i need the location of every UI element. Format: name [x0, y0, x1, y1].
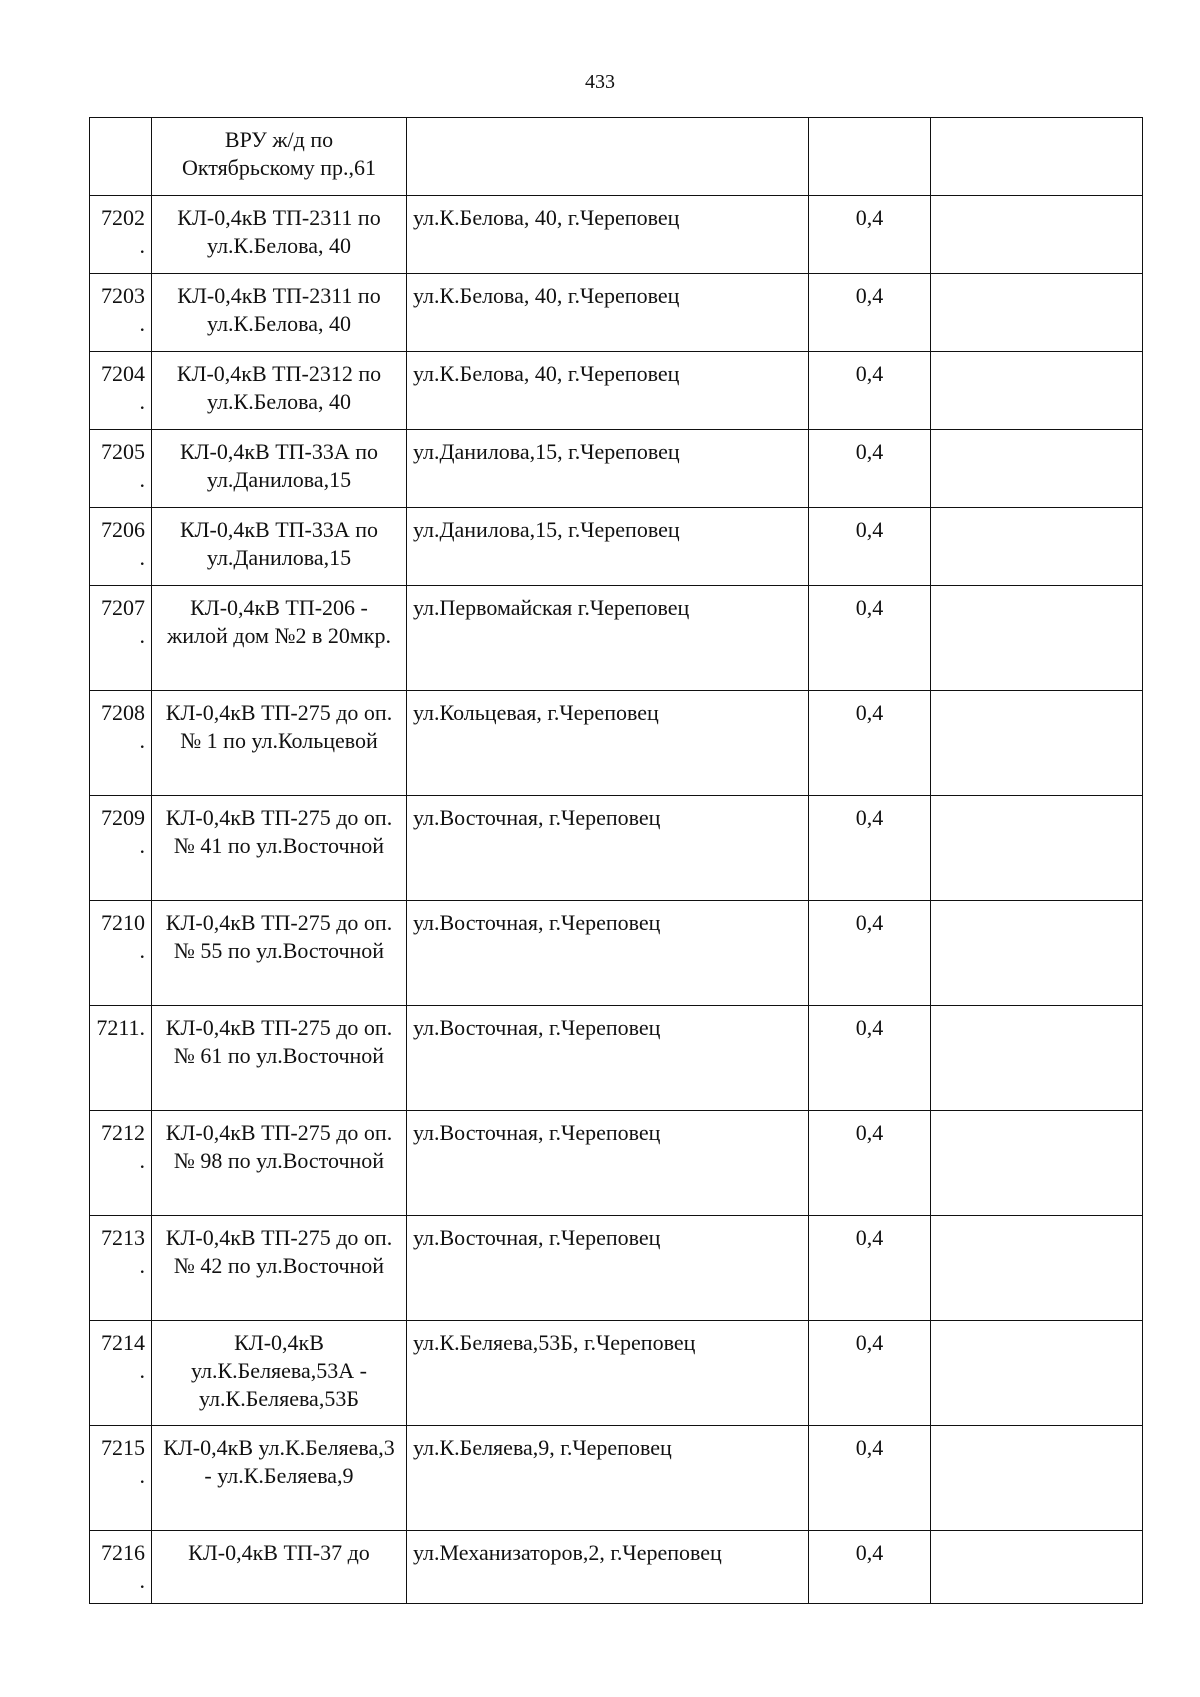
voltage-value: 0,4 — [809, 1531, 931, 1604]
object-name: КЛ-0,4кВ ТП-37 до — [152, 1531, 407, 1604]
object-address: ул.Восточная, г.Череповец — [407, 1111, 809, 1216]
voltage-value: 0,4 — [809, 508, 931, 586]
voltage-value: 0,4 — [809, 1006, 931, 1111]
table-row — [90, 274, 1143, 352]
table-row — [90, 691, 1143, 796]
object-address: ул.К.Белова, 40, г.Череповец — [407, 274, 809, 352]
voltage-value: 0,4 — [809, 1216, 931, 1321]
table-row — [90, 901, 1143, 1006]
table-row — [90, 1321, 1143, 1426]
row-number: 7209. — [90, 796, 152, 901]
extra-cell — [931, 1216, 1143, 1321]
extra-cell — [931, 352, 1143, 430]
object-name: КЛ-0,4кВ ТП-33А по ул.Данилова,15 — [152, 430, 407, 508]
object-address: ул.К.Белова, 40, г.Череповец — [407, 352, 809, 430]
object-address: ул.Восточная, г.Череповец — [407, 1006, 809, 1111]
object-name: КЛ-0,4кВ ТП-206 - жилой дом №2 в 20мкр. — [152, 586, 407, 691]
object-address: ул.К.Беляева,9, г.Череповец — [407, 1426, 809, 1531]
object-address: ул.Механизаторов,2, г.Череповец — [407, 1531, 809, 1604]
object-name: ВРУ ж/д по Октябрьскому пр.,61 — [152, 118, 407, 196]
object-name: КЛ-0,4кВ ТП-275 до оп.№ 41 по ул.Восточной — [152, 796, 407, 901]
voltage-value: 0,4 — [809, 901, 931, 1006]
row-number: 7205. — [90, 430, 152, 508]
row-number: 7212. — [90, 1111, 152, 1216]
voltage-value: 0,4 — [809, 1426, 931, 1531]
table-row — [90, 1111, 1143, 1216]
row-number: 7216. — [90, 1531, 152, 1604]
voltage-value: 0,4 — [809, 1321, 931, 1426]
extra-cell — [931, 586, 1143, 691]
voltage-value: 0,4 — [809, 274, 931, 352]
voltage-value: 0,4 — [809, 691, 931, 796]
object-name: КЛ-0,4кВ ТП-275 до оп.№ 98 по ул.Восточной — [152, 1111, 407, 1216]
table-row — [90, 1216, 1143, 1321]
row-number: 7206. — [90, 508, 152, 586]
voltage-value: 0,4 — [809, 1111, 931, 1216]
row-number: 7204. — [90, 352, 152, 430]
object-name: КЛ-0,4кВ ТП-275 до оп.№ 1 по ул.Кольцевой — [152, 691, 407, 796]
table-row — [90, 586, 1143, 691]
voltage-value — [809, 118, 931, 196]
extra-cell — [931, 118, 1143, 196]
table-row — [90, 1531, 1143, 1604]
page-number: 433 — [585, 71, 615, 93]
object-address: ул.Восточная, г.Череповец — [407, 796, 809, 901]
row-number: 7215. — [90, 1426, 152, 1531]
row-number: 7210. — [90, 901, 152, 1006]
object-address: ул.Восточная, г.Череповец — [407, 1216, 809, 1321]
extra-cell — [931, 508, 1143, 586]
extra-cell — [931, 430, 1143, 508]
extra-cell — [931, 1321, 1143, 1426]
extra-cell — [931, 691, 1143, 796]
row-number: 7203. — [90, 274, 152, 352]
extra-cell — [931, 1531, 1143, 1604]
extra-cell — [931, 196, 1143, 274]
object-name: КЛ-0,4кВ ТП-2312 по ул.К.Белова, 40 — [152, 352, 407, 430]
voltage-value: 0,4 — [809, 796, 931, 901]
row-number: 7202. — [90, 196, 152, 274]
object-address: ул.Первомайская г.Череповец — [407, 586, 809, 691]
extra-cell — [931, 1006, 1143, 1111]
row-number: 7207. — [90, 586, 152, 691]
table-row — [90, 118, 1143, 196]
table-row — [90, 1006, 1143, 1111]
row-number: 7213. — [90, 1216, 152, 1321]
row-number — [90, 118, 152, 196]
object-name: КЛ-0,4кВ ТП-275 до оп.№ 61 по ул.Восточной — [152, 1006, 407, 1111]
object-address: ул.Данилова,15, г.Череповец — [407, 430, 809, 508]
object-name: КЛ-0,4кВ ТП-275 до оп.№ 55 по ул.Восточной — [152, 901, 407, 1006]
voltage-value: 0,4 — [809, 430, 931, 508]
registry-table — [89, 117, 1143, 1604]
extra-cell — [931, 274, 1143, 352]
extra-cell — [931, 1426, 1143, 1531]
row-number: 7208. — [90, 691, 152, 796]
voltage-value: 0,4 — [809, 196, 931, 274]
table-row — [90, 352, 1143, 430]
object-address: ул.К.Белова, 40, г.Череповец — [407, 196, 809, 274]
row-number: 7214. — [90, 1321, 152, 1426]
object-address: ул.Данилова,15, г.Череповец — [407, 508, 809, 586]
table-row — [90, 196, 1143, 274]
extra-cell — [931, 796, 1143, 901]
table-row — [90, 508, 1143, 586]
object-name: КЛ-0,4кВ ТП-275 до оп.№ 42 по ул.Восточной — [152, 1216, 407, 1321]
extra-cell — [931, 1111, 1143, 1216]
object-address: ул.Восточная, г.Череповец — [407, 901, 809, 1006]
row-number: 7211. — [90, 1006, 152, 1111]
voltage-value: 0,4 — [809, 352, 931, 430]
object-address: ул.Кольцевая, г.Череповец — [407, 691, 809, 796]
table-row — [90, 430, 1143, 508]
table-row — [90, 796, 1143, 901]
object-address: ул.К.Беляева,53Б, г.Череповец — [407, 1321, 809, 1426]
object-name: КЛ-0,4кВ ТП-2311 по ул.К.Белова, 40 — [152, 196, 407, 274]
table-row — [90, 1426, 1143, 1531]
object-address — [407, 118, 809, 196]
extra-cell — [931, 901, 1143, 1006]
object-name: КЛ-0,4кВ ул.К.Беляева,53А - ул.К.Беляева,53Б — [152, 1321, 407, 1426]
voltage-value: 0,4 — [809, 586, 931, 691]
object-name: КЛ-0,4кВ ул.К.Беляева,3 - ул.К.Беляева,9 — [152, 1426, 407, 1531]
object-name: КЛ-0,4кВ ТП-33А по ул.Данилова,15 — [152, 508, 407, 586]
object-name: КЛ-0,4кВ ТП-2311 по ул.К.Белова, 40 — [152, 274, 407, 352]
